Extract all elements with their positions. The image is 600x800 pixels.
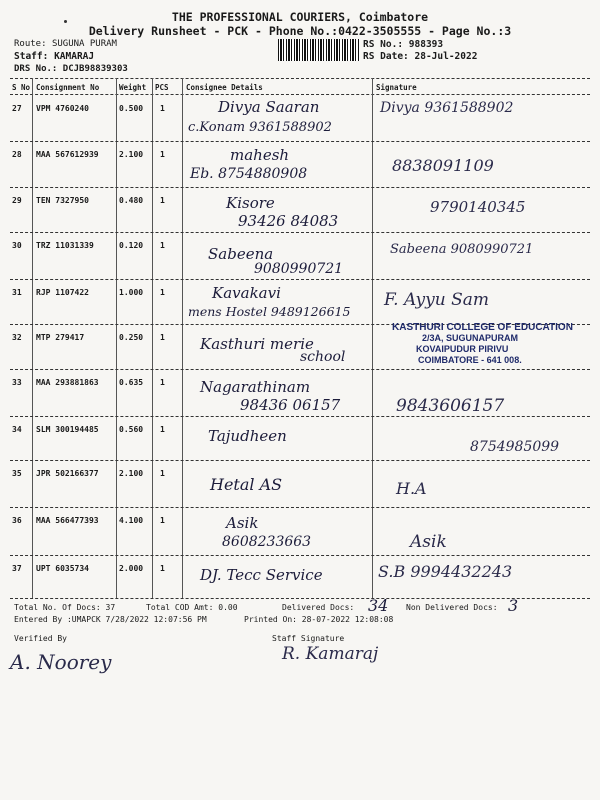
row-weight: 0.120 [119,241,144,250]
table-row [0,370,600,420]
rs-no-line: RS No.: 988393 [363,39,444,50]
row-pcs: 1 [160,104,165,113]
signature: S.B 9994432243 [378,562,513,581]
row-pcs: 1 [160,196,165,205]
row-consignment: SLM 300194485 [36,425,99,434]
barcode [278,39,360,61]
row-sno: 37 [12,564,22,573]
table-row [0,142,600,192]
consignee-name: DJ. Tecc Service [200,566,323,584]
divider [10,78,590,79]
row-sno: 30 [12,241,22,250]
consignee-name: Sabeena [208,245,274,263]
table-row [0,508,600,558]
row-sno: 29 [12,196,22,205]
row-weight: 0.480 [119,196,144,205]
consignee-name: Hetal AS [210,475,283,494]
row-sno: 28 [12,150,22,159]
non-delivered-count: 3 [508,596,519,615]
drs-line: DRS No.: DCJB98839303 [14,64,128,74]
col-weight: Weight [119,83,147,92]
company-title: THE PROFESSIONAL COURIERS, Coimbatore [171,10,429,24]
consignee-name: mahesh [230,146,290,164]
row-weight: 2.100 [119,150,144,159]
consignee-detail: 93426 84083 [238,212,339,230]
staff-signature: R. Kamaraj [282,644,379,664]
row-consignment: MTP 279417 [36,333,85,342]
row-pcs: 1 [160,469,165,478]
row-consignment: UPT 6035734 [36,564,89,573]
row-sno: 27 [12,104,22,113]
signature: Asik [410,532,447,552]
signature: F. Ayyu Sam [384,290,490,310]
staff-signature-label: Staff Signature [272,634,345,643]
signature: H.A [396,479,427,498]
col-consignment: Consignment No [36,83,100,92]
rs-date-line: RS Date: 28-Jul-2022 [363,51,478,62]
row-weight: 0.500 [119,104,144,113]
table-row [0,461,600,511]
row-weight: 2.000 [119,564,144,573]
row-consignment: TRZ 11031339 [36,241,94,250]
divider [10,94,590,95]
entered-by: Entered By :UMAPCK 7/28/2022 12:07:56 PM [14,615,207,624]
consignee-detail: Eb. 8754880908 [190,166,308,182]
consignee-name: Nagarathinam [200,378,311,396]
runsheet-subtitle: Delivery Runsheet - PCK - Phone No.:0422-3505555 - Page No.:3 [88,24,512,38]
verified-signature: A. Noorey [10,650,112,674]
route-line: Route: SUGUNA PURAM [14,39,117,49]
delivered-label: Delivered Docs: [282,603,355,612]
consignee-name: Kasthuri merie [200,335,314,353]
consignee-name: Kisore [226,194,275,212]
row-pcs: 1 [160,425,165,434]
delivered-count: 34 [368,596,389,615]
divider [10,598,590,599]
consignee-detail: 98436 06157 [240,396,341,414]
consignee-name: Asik [226,514,259,532]
row-consignment: TEN 7327950 [36,196,89,205]
row-weight: 0.635 [119,378,144,387]
total-cod: Total COD Amt: 0.00 [146,603,238,612]
row-sno: 32 [12,333,22,342]
consignee-detail: 9080990721 [254,261,344,277]
signature: Sabeena 9080990721 [390,242,534,257]
row-weight: 1.000 [119,288,144,297]
row-pcs: 1 [160,516,165,525]
table-row [0,233,600,283]
row-consignment: MAA 566477393 [36,516,99,525]
table-row [0,188,600,238]
signature: 8754985099 [470,439,560,455]
row-pcs: 1 [160,564,165,573]
signature: Divya 9361588902 [380,100,514,116]
row-consignment: VPM 4760240 [36,104,89,113]
staff-line: Staff: KAMARAJ [14,51,95,62]
row-weight: 2.100 [119,469,144,478]
row-pcs: 1 [160,150,165,159]
row-pcs: 1 [160,378,165,387]
col-pcs: PCS [155,83,169,92]
row-consignment: MAA 293881863 [36,378,99,387]
signature: 8838091109 [392,156,494,175]
consignee-name: Divya Saaran [218,98,320,116]
printed-on: Printed On: 28-07-2022 12:08:08 [244,615,394,624]
row-weight: 4.100 [119,516,144,525]
consignee-name: Kavakavi [212,284,281,302]
row-consignment: MAA 567612939 [36,150,99,159]
row-sno: 36 [12,516,22,525]
signature: 9790140345 [430,198,526,216]
consignee-name: Tajudheen [208,427,287,445]
col-sno: S No [12,83,31,92]
row-weight: 0.560 [119,425,144,434]
dot-mark [64,20,67,23]
signature: 9843606157 [396,396,505,416]
college-stamp: KASTHURI COLLEGE OF EDUCATION 2/3A, SUGUNAPURAM KOVAIPUDUR PIRIVU COIMBATORE - 641 008. [392,322,573,365]
row-pcs: 1 [160,333,165,342]
row-pcs: 1 [160,288,165,297]
row-sno: 35 [12,469,22,478]
row-pcs: 1 [160,241,165,250]
row-sno: 33 [12,378,22,387]
consignee-detail: c.Konam 9361588902 [188,120,332,135]
non-delivered-label: Non Delivered Docs: [406,603,498,612]
row-consignment: RJP 1107422 [36,288,89,297]
row-sno: 34 [12,425,22,434]
total-docs: Total No. Of Docs: 37 [14,603,116,612]
row-sno: 31 [12,288,22,297]
row-consignment: JPR 502166377 [36,469,99,478]
consignee-detail: 8608233663 [222,534,312,550]
col-signature: Signature [376,83,417,92]
verified-by-label: Verified By [14,634,67,643]
consignee-detail: mens Hostel 9489126615 [188,304,351,319]
col-consignee: Consignee Details [186,83,263,92]
table-row [0,96,600,146]
consignee-detail: school [300,349,346,365]
row-weight: 0.250 [119,333,144,342]
